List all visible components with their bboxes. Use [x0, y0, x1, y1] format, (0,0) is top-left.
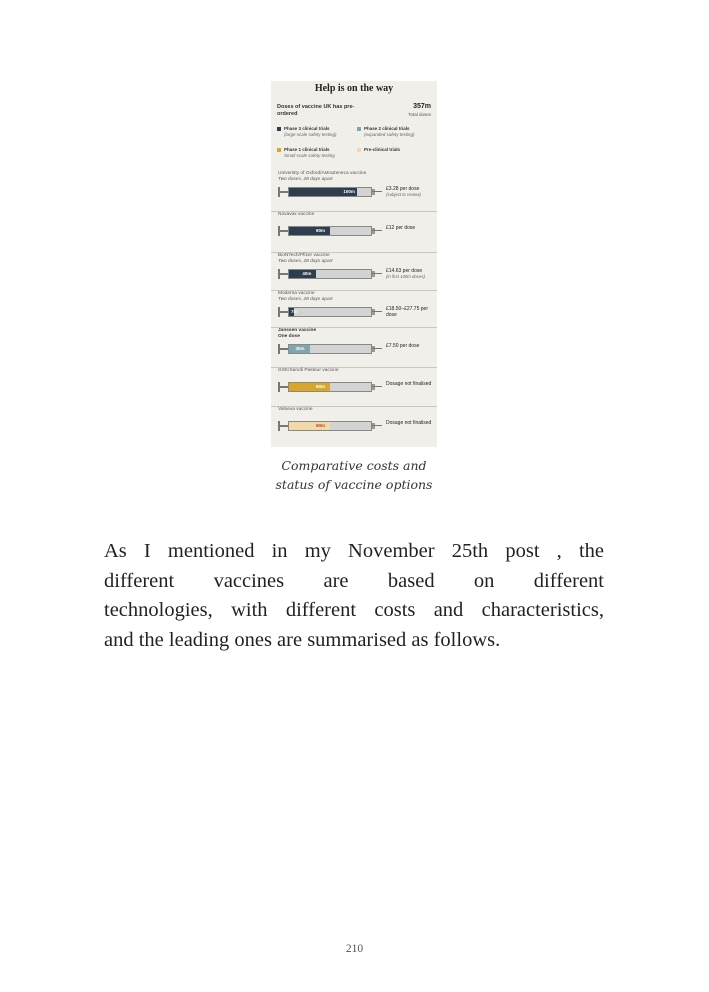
syringe-rod — [280, 425, 288, 427]
vaccine-row — [271, 368, 437, 407]
syringe-rod — [280, 386, 288, 388]
syringe-bar — [278, 185, 383, 199]
doses-total: 357m — [413, 103, 431, 110]
figure-caption — [254, 456, 454, 494]
body-line: and the leading ones are summarised as follows. — [104, 628, 501, 651]
vaccine-name: Valneva vaccine — [278, 407, 313, 412]
vaccine-dosing: Two doses, 28 days apart — [278, 259, 333, 264]
vaccine-price — [386, 306, 436, 318]
legend-label: Phase 1 clinical trials — [284, 147, 330, 152]
vaccine-row — [271, 171, 437, 212]
syringe-rod — [280, 273, 288, 275]
dose-label: 30m — [295, 346, 305, 351]
caption-line: status of vaccine options — [275, 477, 433, 492]
syringe-barrel — [288, 269, 372, 279]
legend-phase-1 — [277, 147, 347, 158]
price-main: Dosage not finalised — [386, 381, 432, 387]
dose-label: 7m — [291, 309, 298, 314]
vaccine-price — [386, 381, 436, 387]
syringe-hub — [372, 228, 375, 234]
legend-phase-3 — [277, 126, 347, 137]
doses-total-sub: Total doses — [408, 112, 431, 117]
syringe-needle — [372, 191, 382, 192]
legend-label: Phase 2 clinical trials — [364, 126, 410, 131]
legend-pre-clinical — [357, 147, 427, 153]
syringe-barrel — [288, 344, 372, 354]
vaccine-price — [386, 225, 436, 231]
syringe-bar — [278, 380, 383, 394]
vaccine-name: BioNTech/Pfizer vaccine — [278, 253, 330, 258]
syringe-hub — [372, 271, 375, 277]
syringe-rod — [280, 191, 288, 193]
syringe-needle — [372, 386, 382, 387]
vaccine-row — [271, 407, 437, 447]
vaccine-row — [271, 212, 437, 253]
legend-sub: Small scale safety testing — [284, 152, 335, 158]
dose-label: 40m — [302, 271, 312, 276]
price-main: £12 per dose — [386, 225, 416, 231]
vaccine-dosing: One dose — [278, 334, 300, 339]
vaccine-row — [271, 253, 437, 291]
vaccine-name: Novavax vaccine — [278, 212, 315, 217]
body-line: As I mentioned in my November 25th post , the — [104, 540, 604, 562]
vaccine-price — [386, 186, 436, 198]
infographic-title: Help is on the way — [314, 83, 394, 94]
caption-line: Comparative costs and — [281, 458, 427, 473]
vaccine-price — [386, 268, 436, 280]
vaccine-infographic — [271, 81, 437, 447]
vaccine-row — [271, 328, 437, 368]
vaccine-name: Moderna vaccine — [278, 291, 315, 296]
legend-swatch — [357, 148, 361, 152]
syringe-hub — [372, 309, 375, 315]
dose-label: 60m — [316, 423, 326, 428]
syringe-needle — [372, 425, 382, 426]
legend-label: Phase 3 clinical trials — [284, 126, 330, 131]
syringe-hub — [372, 384, 375, 390]
syringe-needle — [372, 273, 382, 274]
syringe-hub — [372, 346, 375, 352]
price-sub: (subject to review) — [386, 192, 421, 197]
vaccine-name: University of Oxford/AstraZeneca vaccine — [278, 171, 367, 176]
vaccine-row — [271, 291, 437, 328]
price-main: Dosage not finalised — [386, 420, 432, 426]
legend-phase-2 — [357, 126, 427, 137]
legend-swatch — [277, 148, 281, 152]
legend-swatch — [357, 127, 361, 131]
syringe-bar — [278, 267, 383, 281]
syringe-bar — [278, 342, 383, 356]
price-main: £7.50 per dose — [386, 343, 420, 349]
syringe-barrel — [288, 226, 372, 236]
syringe-rod — [280, 348, 288, 350]
price-sub: (in first 100m doses) — [386, 274, 425, 279]
legend-sub: (large scale safety testing) — [284, 131, 337, 137]
syringe-barrel — [288, 421, 372, 431]
dose-label: 60m — [316, 228, 326, 233]
body-paragraph — [104, 537, 604, 655]
vaccine-price — [386, 420, 436, 426]
vaccine-name: GSK/Sanofi Pasteur vaccine — [278, 368, 339, 373]
syringe-hub — [372, 423, 375, 429]
syringe-hub — [372, 189, 375, 195]
dose-label: 60m — [316, 384, 326, 389]
syringe-bar — [278, 224, 383, 238]
body-line: technologies, with different costs and characteristics, — [104, 599, 604, 621]
dose-label: 100m — [343, 189, 355, 194]
syringe-bar — [278, 419, 383, 433]
legend-swatch — [277, 127, 281, 131]
vaccine-price — [386, 343, 436, 349]
syringe-rod — [280, 230, 288, 232]
syringe-needle — [372, 230, 382, 231]
price-main: £14.63 per dose — [386, 268, 423, 274]
legend-label: Pre-clinical trials — [364, 147, 401, 152]
syringe-rod — [280, 311, 288, 313]
syringe-barrel — [288, 307, 372, 317]
syringe-bar — [278, 305, 383, 319]
vaccine-name: Janssen vaccine — [278, 328, 317, 333]
vaccine-dosing: Two doses, 28 days apart — [278, 297, 333, 302]
price-main: £3.28 per dose — [386, 186, 420, 192]
syringe-needle — [372, 311, 382, 312]
syringe-needle — [372, 348, 382, 349]
syringe-barrel — [288, 382, 372, 392]
price-main: £18.50–£27.75 per dose — [386, 306, 428, 318]
legend-sub: (expanded safety testing) — [364, 131, 415, 137]
page-number: 210 — [345, 943, 364, 955]
vaccine-dosing: Two doses, 28 days apart — [278, 177, 333, 182]
body-line: different vaccines are based on different — [104, 569, 604, 592]
syringe-barrel — [288, 187, 372, 197]
doses-label: Doses of vaccine UK has pre-ordered — [277, 104, 355, 117]
